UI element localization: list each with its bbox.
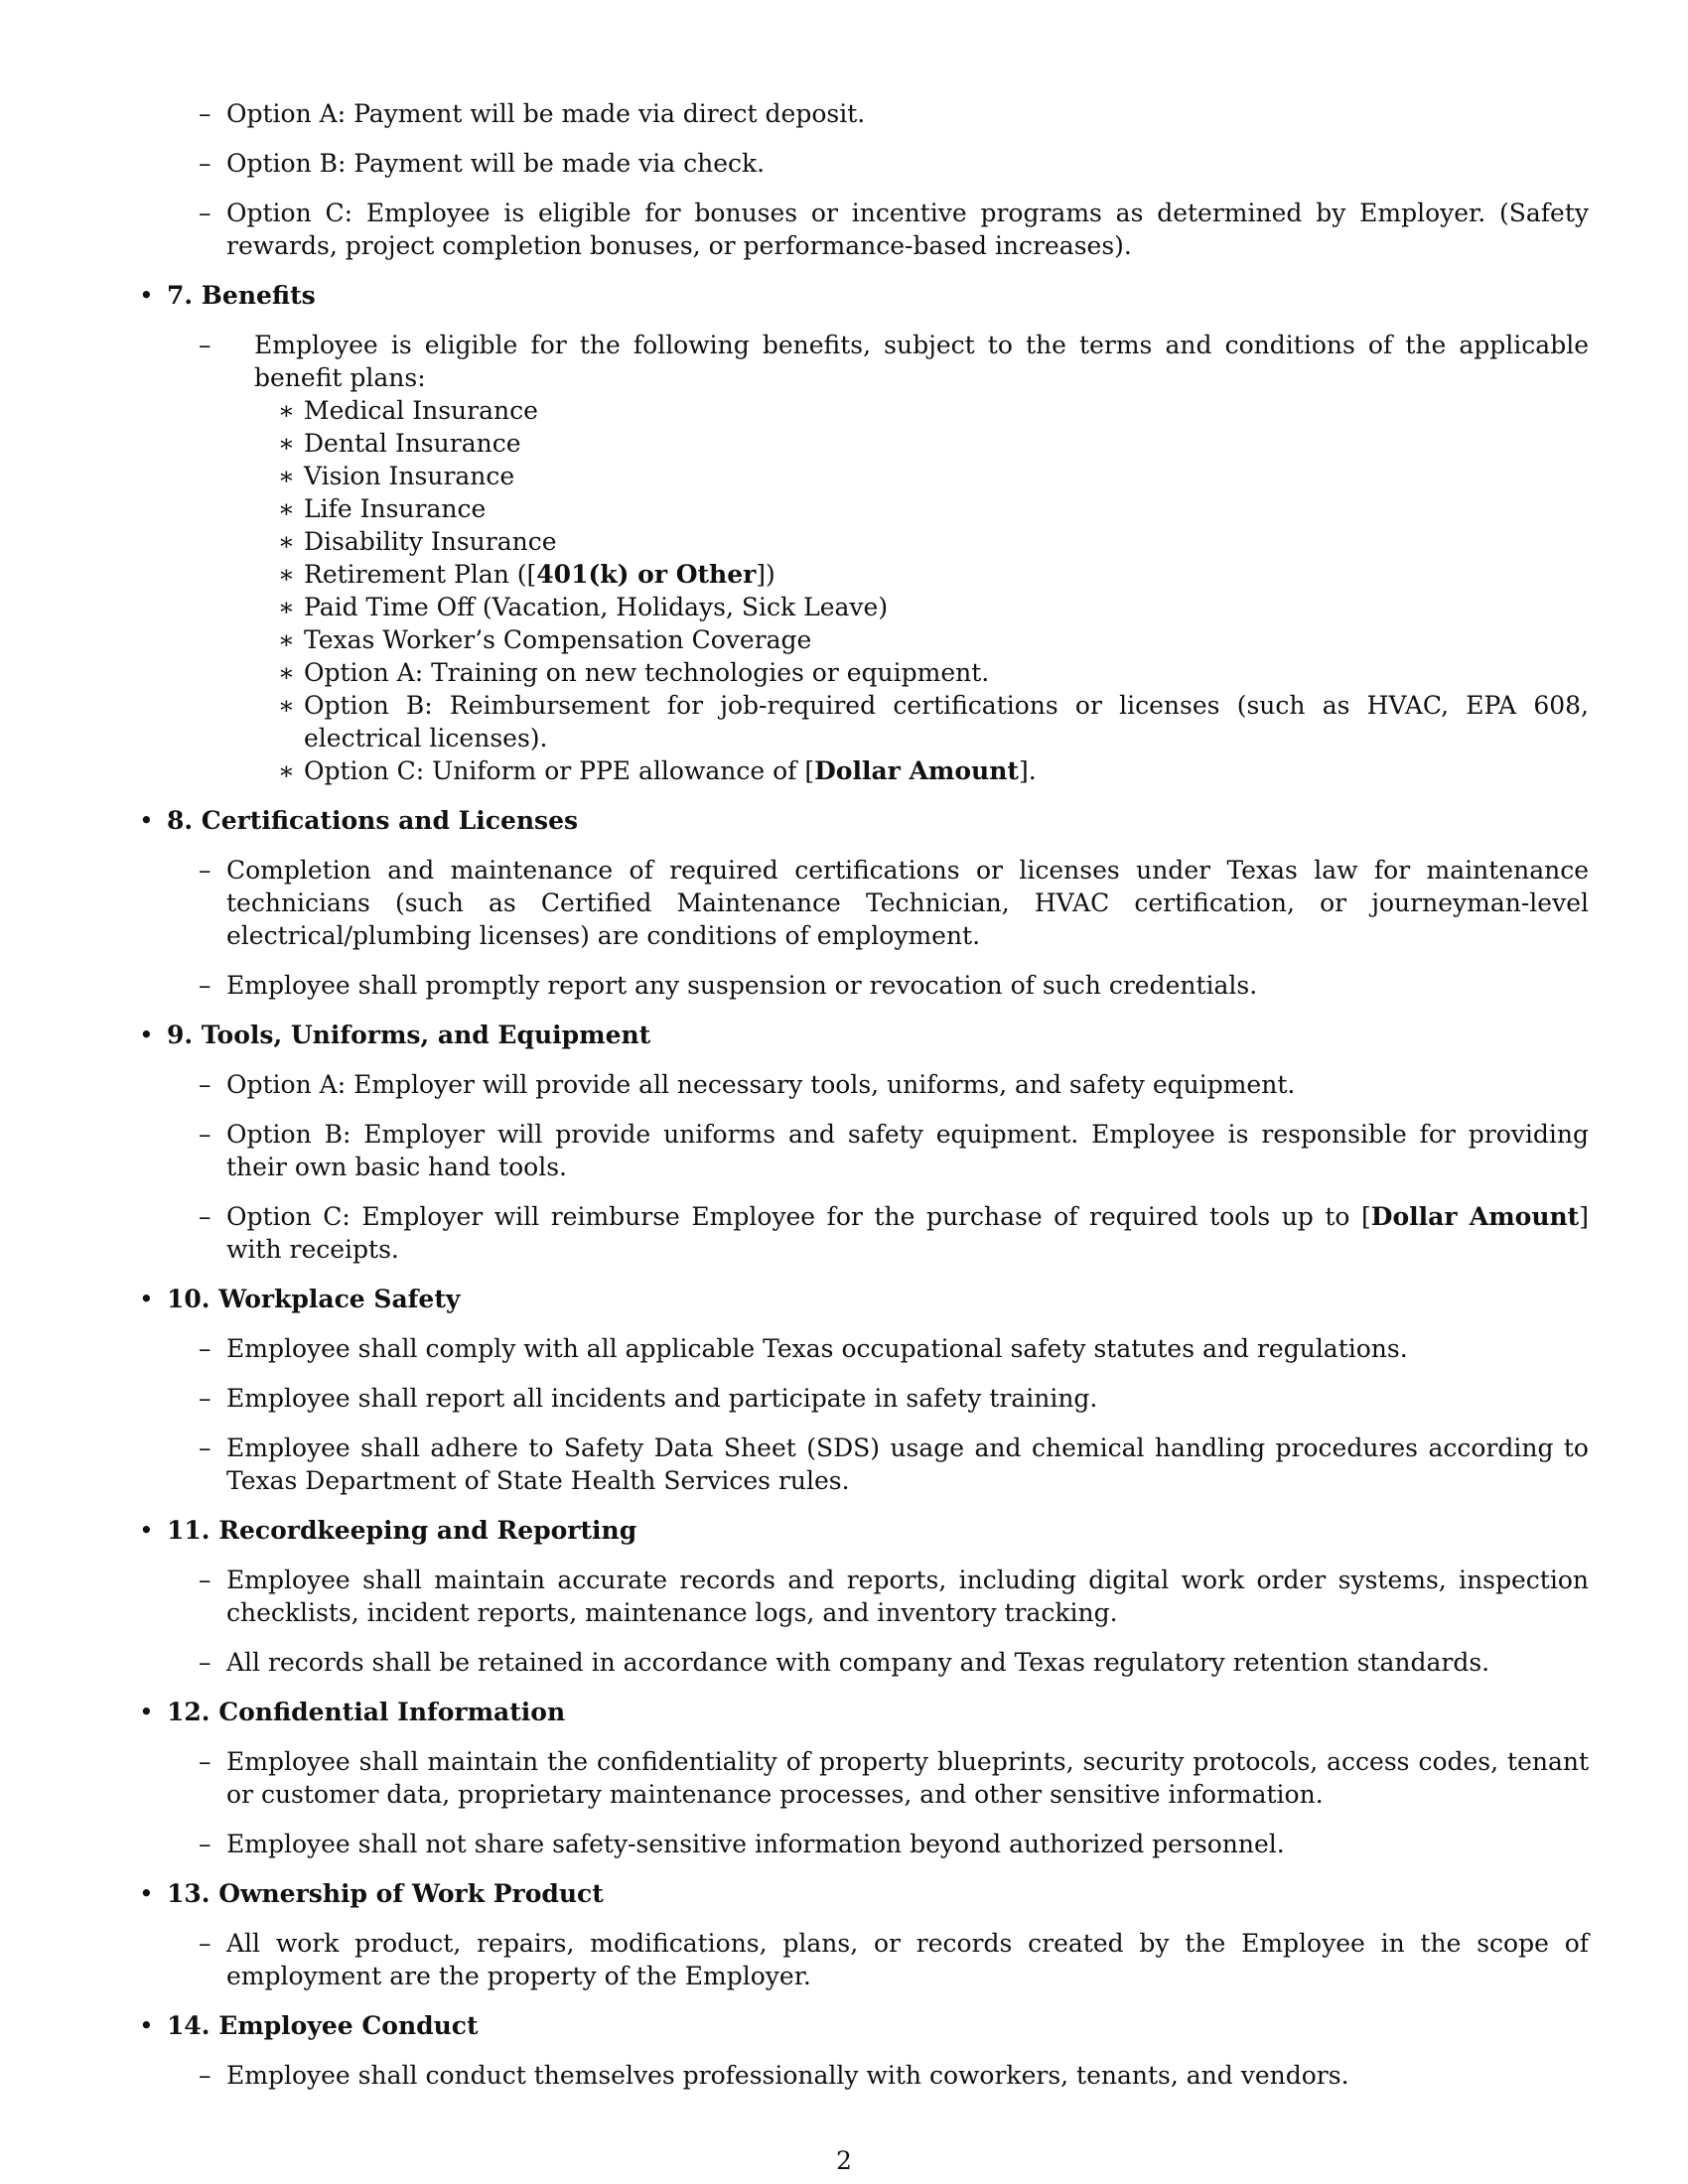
list-item: ∗ Option B: Reimbursement for job-required certifications or licenses (such as HVAC, EPA 608, electrical licenses). bbox=[278, 691, 1589, 752]
list-item: – Option B: Employer will provide uniforms and safety equipment. Employee is responsible for providing their own basic hand tools. bbox=[199, 1120, 1589, 1181]
list-item: ∗ Disability Insurance bbox=[278, 527, 557, 556]
bullet-icon: • bbox=[139, 1516, 154, 1545]
section-title: 12. Confidential Information bbox=[167, 1698, 566, 1726]
section-records bbox=[139, 1514, 1589, 1679]
section-title: 9. Tools, Uniforms, and Equipment bbox=[167, 1021, 651, 1049]
list-item: ∗ Life Insurance bbox=[278, 494, 487, 523]
list-item: – All work product, repairs, modifications, plans, or records created by the Employee in the scope of employment are the property of the Employer. bbox=[199, 1929, 1589, 1990]
list-item: – Completion and maintenance of required certifications or licenses under Texas law for maintenance technicians (such as Certified Maintenance Technician, HVAC certification, or journeyman-level electrical/plumbing licenses) are conditions of employment. bbox=[199, 856, 1589, 950]
bullet-icon: • bbox=[139, 281, 154, 310]
page-number: 2 bbox=[836, 2146, 852, 2175]
list-item: ∗ Option A: Training on new technologies or equipment. bbox=[278, 658, 990, 687]
list-item: ∗ Dental Insurance bbox=[278, 429, 521, 458]
list-item: – Employee shall promptly report any suspension or revocation of such credentials. bbox=[199, 971, 1258, 1000]
list-item: – Employee shall comply with all applicable Texas occupational safety statutes and regulations. bbox=[199, 1334, 1408, 1363]
list-item: – Employee is eligible for the following benefits, subject to the terms and conditions of the applicable benefit plans: ∗ Medical Insurance ∗ Dental Insurance ∗ Vision Insurance ∗ Life Insurance ∗ Disability Insurance ∗ Retirement Plan ([401(k) or Other]) ∗ Paid Time Off (Vacation, Holidays, Sick Leave) ∗ Texas Worker’s Compensation Coverage ∗ Option A: Training on new technologies or equipment. ∗ Option B: Reimbursement for job-required certifications or licenses (such as HVAC, EPA 608, electrical licenses). ∗ Option C: Uniform or PPE allowance of [Dollar Amount]. bbox=[167, 329, 1589, 787]
section-ownership bbox=[139, 1877, 1589, 1992]
bullet-icon: • bbox=[139, 806, 154, 835]
bullet-icon: • bbox=[139, 1879, 154, 1908]
bullet-icon: • bbox=[139, 1698, 154, 1726]
list-item: – Employee shall conduct themselves professionally with coworkers, tenants, and vendors. bbox=[199, 2061, 1349, 2090]
list-item: – Employee shall maintain the confidentiality of property blueprints, security protocols, access codes, tenant or customer data, proprietary maintenance processes, and other sensitive information. bbox=[199, 1747, 1589, 1809]
list-item: – Option C: Employee is eligible for bonuses or incentive programs as determined by Employer. (Safety rewards, project completion bonuses, or performance-based increases). bbox=[199, 199, 1589, 260]
list-item: ∗ Paid Time Off (Vacation, Holidays, Sick Leave) bbox=[278, 593, 889, 621]
list-item: – Employee shall not share safety-sensitive information beyond authorized personnel. bbox=[199, 1830, 1285, 1858]
section-title: 14. Employee Conduct bbox=[167, 2011, 479, 2040]
bullet-icon: • bbox=[139, 1285, 154, 1313]
list-item: – Option A: Payment will be made via direct deposit. bbox=[199, 99, 866, 128]
list-item: ∗ Vision Insurance bbox=[278, 462, 515, 490]
list-item: ∗ Texas Worker’s Compensation Coverage bbox=[278, 625, 812, 654]
list-item: – Employee shall adhere to Safety Data Sheet (SDS) usage and chemical handling procedures according to Texas Department of State Health Services rules. bbox=[199, 1433, 1589, 1495]
list-item: ∗ Option C: Uniform or PPE allowance of [Dollar Amount]. bbox=[278, 756, 1037, 785]
section-benefits bbox=[139, 279, 1589, 787]
section-title: 11. Recordkeeping and Reporting bbox=[167, 1516, 637, 1545]
section-title: 10. Workplace Safety bbox=[167, 1285, 461, 1313]
section-conduct bbox=[139, 2009, 1589, 2092]
list-item: – Option B: Payment will be made via check. bbox=[199, 149, 766, 178]
document-body bbox=[139, 97, 1589, 2092]
benefits-list bbox=[167, 394, 1589, 787]
list-item: – Employee shall report all incidents and participate in safety training. bbox=[199, 1384, 1098, 1413]
list-item: ∗ Medical Insurance bbox=[278, 396, 538, 425]
list-item: – All records shall be retained in accordance with company and Texas regulatory retention standards. bbox=[199, 1648, 1490, 1677]
section-certifications bbox=[139, 804, 1589, 1002]
list-item: ∗ Retirement Plan ([401(k) or Other]) bbox=[278, 560, 775, 589]
bullet-icon: • bbox=[139, 1021, 154, 1049]
section-title: 8. Certifications and Licenses bbox=[167, 806, 579, 835]
payment-options-list bbox=[139, 97, 1589, 262]
list-item: – Option C: Employer will reimburse Employee for the purchase of required tools up to [Dollar Amount] with receipts. bbox=[199, 1202, 1589, 1264]
section-title: 13. Ownership of Work Product bbox=[167, 1879, 604, 1908]
bullet-icon: • bbox=[139, 2011, 154, 2040]
list-item: – Option A: Employer will provide all necessary tools, uniforms, and safety equipment. bbox=[199, 1070, 1296, 1099]
section-title: 7. Benefits bbox=[167, 281, 316, 310]
section-tools bbox=[139, 1019, 1589, 1266]
section-confidential bbox=[139, 1696, 1589, 1860]
section-safety bbox=[139, 1283, 1589, 1497]
list-item: – Employee shall maintain accurate records and reports, including digital work order systems, inspection checklists, incident reports, maintenance logs, and inventory tracking. bbox=[199, 1566, 1589, 1627]
